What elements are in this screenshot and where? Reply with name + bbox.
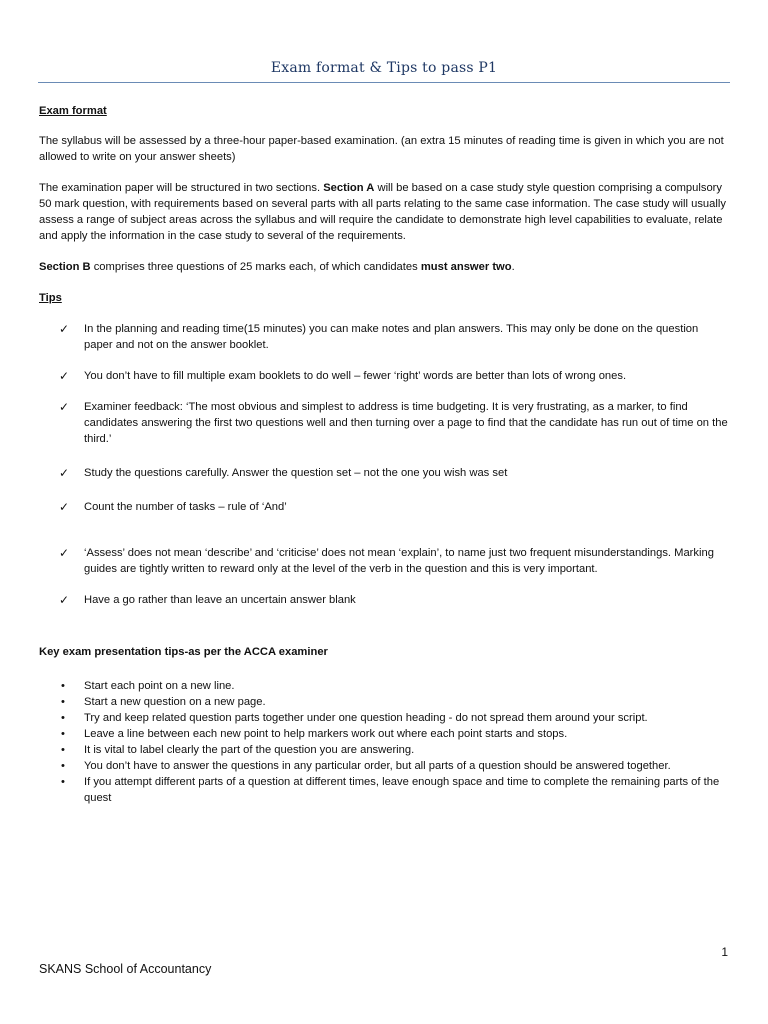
bullet-icon: • [61,728,65,740]
section-b-label: Section B [39,261,91,273]
checkmark-icon: ✓ [59,400,70,414]
document-body [39,103,729,806]
footer-school-name: SKANS School of Accountancy [39,962,212,976]
checkmark-icon: ✓ [59,593,70,607]
presentation-tip-text: You don’t have to answer the questions in any particular order, but all parts of a question should be answered together. [84,760,671,772]
tips-heading: Tips [39,292,62,304]
tip-text: Examiner feedback: ‘The most obvious and simplest to address is time budgeting. It is very frustrating, as a marker, to find candidates answering the first two questions well and then turning over a page to find that the candidate has run out of time on the third.’ [84,401,728,445]
checkmark-icon: ✓ [59,322,70,336]
bullet-icon: • [61,744,65,756]
must-answer-two: must answer two [420,261,512,273]
presentation-tip-item [39,694,729,710]
presentation-tip-item [39,726,729,742]
para2-text-a: The examination paper will be structured in two sections. [39,182,324,194]
presentation-tip-text: Leave a line between each new point to help markers work out where each point starts and stops. [84,728,568,740]
tip-item [39,368,729,384]
presentation-tip-text: If you attempt different parts of a question at different times, leave enough space and time to complete the remaining parts of the quest [84,776,720,804]
tip-text: ‘Assess’ does not mean ‘describe’ and ‘criticise’ does not mean ‘explain’, to name just two frequent misunderstandings. Marking guides are tightly written to reward only at the level of the verb in the question and this is very important. [84,547,714,575]
para3-text-b: comprises three questions of 25 marks each, of which candidates [90,261,421,273]
para3-text-d: . [511,261,515,273]
section-a-label: Section A [323,182,375,194]
bullet-icon: • [61,776,65,788]
checkmark-icon: ✓ [59,466,70,480]
presentation-tips-list [39,678,729,806]
tip-text: You don’t have to fill multiple exam booklets to do well – fewer ‘right’ words are better than lots of wrong ones. [84,370,627,382]
checkmark-icon: ✓ [59,500,70,514]
checkmark-icon: ✓ [59,546,70,560]
tip-item [39,321,729,353]
presentation-tip-item [39,758,729,774]
title-divider [38,82,730,83]
tip-item [39,545,729,577]
presentation-tip-item [39,678,729,694]
tip-text: Study the questions carefully. Answer the question set – not the one you wish was set [84,467,508,479]
exam-format-paragraph-2 [39,180,729,244]
presentation-tip-item [39,710,729,726]
presentation-tip-text: Try and keep related question parts together under one question heading - do not spread them around your script. [84,712,648,724]
tip-text: Count the number of tasks – rule of ‘And’ [84,501,287,513]
presentation-tip-text: Start each point on a new line. [84,680,235,692]
tip-text: Have a go rather than leave an uncertain answer blank [84,594,356,606]
exam-format-paragraph-1: The syllabus will be assessed by a three-hour paper-based examination. (an extra 15 minutes of reading time is given in which you are not allowed to write on your answer sheets) [39,135,724,163]
presentation-tip-text: It is vital to label clearly the part of the question you are answering. [84,744,415,756]
presentation-tip-item [39,742,729,758]
presentation-tip-item [39,774,729,806]
tips-list [39,321,729,608]
presentation-tip-text: Start a new question on a new page. [84,696,266,708]
tip-text: In the planning and reading time(15 minutes) you can make notes and plan answers. This may only be done on the question paper and not on the answer booklet. [84,323,699,351]
exam-format-heading: Exam format [39,105,107,117]
bullet-icon: • [61,760,65,772]
bullet-icon: • [61,680,65,692]
checkmark-icon: ✓ [59,369,70,383]
exam-format-paragraph-3 [39,259,729,275]
para2-text-c: will be based on a case study style question comprising a compulsory 50 mark question, with requirements based on several parts with all parts relating to the same case information. The case study will usually assess a range of subject areas across the syllabus and will require the candidate to demonstrate high level capabilities to evaluate, relate and apply the information in the case study to several of the requirements. [39,182,726,242]
tip-item [39,499,729,515]
page-number: 1 [721,945,728,959]
tip-item [39,465,729,481]
bullet-icon: • [61,712,65,724]
tip-item [39,592,729,608]
bullet-icon: • [61,696,65,708]
presentation-tips-heading: Key exam presentation tips-as per the ACCA examiner [39,646,328,658]
tip-item [39,399,729,447]
document-title: Exam format & Tips to pass P1 [270,60,498,76]
